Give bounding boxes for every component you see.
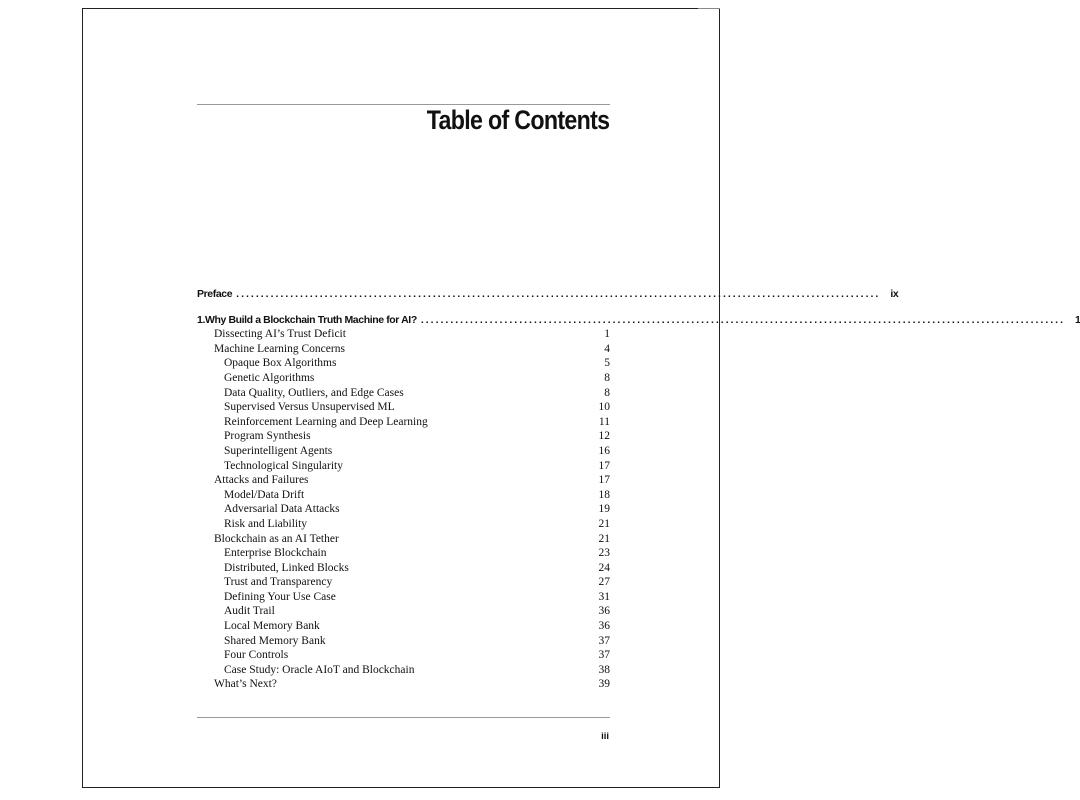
toc-entry[interactable] (197, 575, 610, 590)
toc-entry-page: 27 (598, 576, 610, 589)
toc-entry-page: 38 (598, 663, 610, 676)
toc-entry-label: Technological Singularity (224, 459, 343, 472)
toc-entry-page: 17 (598, 459, 610, 472)
toc-entry-label: Machine Learning Concerns (214, 342, 345, 355)
page-number: iii (601, 731, 609, 742)
toc-entry-page: 21 (598, 517, 610, 530)
toc-entry-label: Why Build a Blockchain Truth Machine for AI? (204, 313, 417, 326)
chapter-number: 1. (197, 313, 205, 326)
toc-entry-label: Model/Data Drift (224, 488, 305, 501)
toc-entry-page: 36 (598, 620, 610, 633)
toc-entry[interactable] (197, 619, 610, 634)
toc-entry[interactable] (197, 459, 610, 474)
toc-entry-label: Program Synthesis (224, 430, 311, 443)
toc-entry-chapter-1[interactable] (197, 313, 1080, 328)
toc-entry[interactable] (197, 677, 610, 692)
toc-entry[interactable] (197, 342, 610, 357)
toc-entry-label: Dissecting AI’s Trust Deficit (214, 328, 346, 341)
toc-entry-page: 8 (604, 386, 610, 399)
toc-entry-label: Data Quality, Outliers, and Edge Cases (224, 386, 404, 399)
toc-entry-page: 31 (598, 590, 610, 603)
toc-entry-label: Local Memory Bank (224, 620, 320, 633)
toc-entry-label: What’s Next? (214, 678, 277, 691)
dot-leader: ................................................................................................................................... (236, 288, 881, 300)
book-page (82, 8, 1080, 788)
toc-entry-page: 1 (1075, 313, 1080, 326)
toc-entry[interactable] (197, 356, 610, 371)
toc-entry-page: 23 (598, 547, 610, 560)
toc-entry-page: 21 (598, 532, 610, 545)
toc-entry[interactable] (197, 634, 610, 649)
toc-entry-label: Opaque Box Algorithms (224, 357, 337, 370)
toc-entry[interactable] (197, 400, 610, 415)
toc-entry-page: 18 (598, 488, 610, 501)
toc-entry-label: Preface (197, 288, 233, 300)
toc-entry-page: 4 (604, 342, 610, 355)
toc-entry[interactable] (197, 546, 610, 561)
bottom-rule (197, 717, 610, 718)
toc-entry-page: 24 (598, 561, 610, 574)
toc-entry[interactable] (197, 648, 610, 663)
toc-entry-label: Attacks and Failures (214, 474, 309, 487)
toc-entry[interactable] (197, 371, 610, 386)
toc-entry-label: Trust and Transparency (224, 576, 333, 589)
page-title: Table of Contents (426, 105, 609, 135)
toc-entry-page: 8 (604, 371, 610, 384)
toc-entry-page: 37 (598, 634, 610, 647)
toc-entry[interactable] (197, 429, 610, 444)
toc-entry-page: 1 (604, 328, 610, 341)
toc-entry[interactable] (197, 502, 610, 517)
toc-entry[interactable] (197, 663, 610, 678)
toc-entry-page: 39 (598, 678, 610, 691)
toc-entry-page: 16 (598, 444, 610, 457)
toc-entry[interactable] (197, 532, 610, 547)
toc-entry-label: Blockchain as an AI Tether (214, 532, 339, 545)
toc-entry-page: 37 (598, 649, 610, 662)
toc-entry[interactable] (197, 386, 610, 401)
toc-entry[interactable] (197, 488, 610, 503)
toc-entry-label: Distributed, Linked Blocks (224, 561, 349, 574)
toc-entry-label: Reinforcement Learning and Deep Learning (224, 415, 428, 428)
toc-entry-label: Adversarial Data Attacks (224, 503, 340, 516)
toc-entry-page: 10 (598, 401, 610, 414)
toc-entry-page: 5 (604, 357, 610, 370)
toc-entry-page: 36 (598, 605, 610, 618)
toc-entry-label: Enterprise Blockchain (224, 547, 327, 560)
toc-entry-page: 19 (598, 503, 610, 516)
toc-entry-page: 17 (598, 474, 610, 487)
toc-entry-label: Supervised Versus Unsupervised ML (224, 401, 395, 414)
toc-entry-page: 12 (598, 430, 610, 443)
toc-entry-label: Defining Your Use Case (224, 590, 336, 603)
corner-mark (698, 8, 720, 9)
dot-leader: ................................................................................................................................... (420, 313, 1066, 326)
toc-entry[interactable] (197, 327, 610, 342)
toc-entry[interactable] (197, 473, 610, 488)
toc-entry-label: Genetic Algorithms (224, 371, 315, 384)
toc-entry[interactable] (197, 517, 610, 532)
toc-entry-label: Shared Memory Bank (224, 634, 326, 647)
toc-entry-label: Risk and Liability (224, 517, 308, 530)
toc-list (197, 287, 1080, 692)
toc-entry-label: Case Study: Oracle AIoT and Blockchain (224, 663, 415, 676)
toc-entry-page: ix (890, 288, 899, 300)
toc-entry[interactable] (197, 415, 610, 430)
toc-entry-label: Superintelligent Agents (224, 444, 333, 457)
toc-entry-label: Audit Trail (224, 605, 275, 618)
toc-entry-page: 11 (598, 415, 610, 428)
toc-entry[interactable] (197, 590, 610, 605)
toc-entry[interactable] (197, 561, 610, 576)
toc-entry-preface[interactable] (197, 287, 899, 302)
toc-entry[interactable] (197, 444, 610, 459)
toc-entry[interactable] (197, 604, 610, 619)
toc-entry-label: Four Controls (224, 649, 289, 662)
